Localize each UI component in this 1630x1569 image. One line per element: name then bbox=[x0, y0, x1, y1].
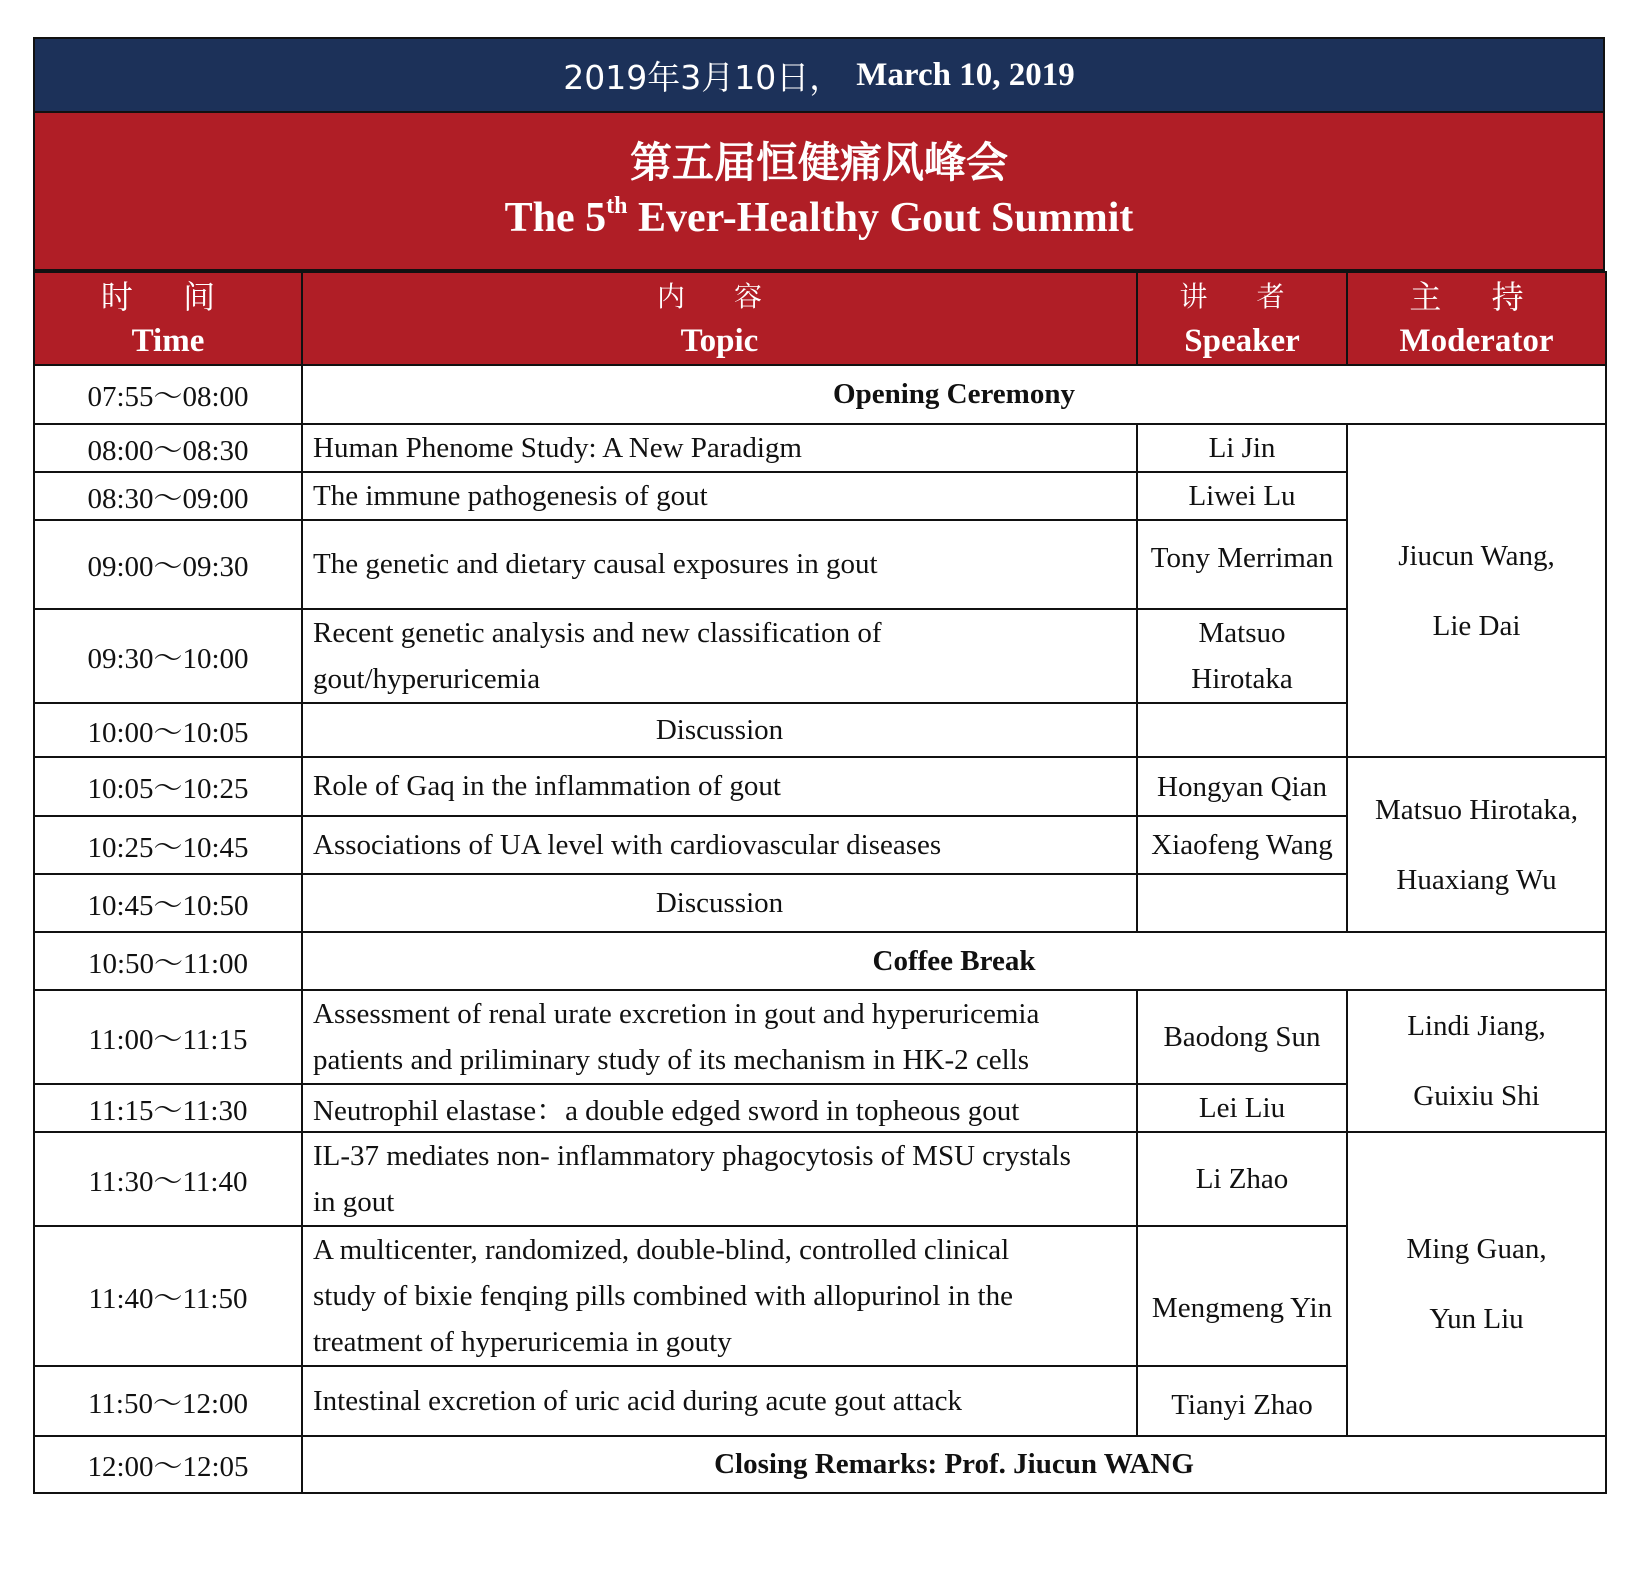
time-cell: 11:00～11:15 bbox=[34, 990, 302, 1084]
moderator-line: Ming Guan, bbox=[1406, 1233, 1547, 1265]
topic-cell: The immune pathogenesis of gout bbox=[302, 472, 1137, 520]
topic-cell bbox=[302, 990, 1137, 1084]
speaker-cell bbox=[1137, 703, 1347, 757]
speaker-line: Hirotaka bbox=[1191, 663, 1293, 695]
header-speaker bbox=[1137, 272, 1347, 365]
speaker-cell: Tony Merriman bbox=[1137, 520, 1347, 609]
time-cell: 10:00～10:05 bbox=[34, 703, 302, 757]
speaker-cell: Li Jin bbox=[1137, 424, 1347, 472]
coffee-break: Coffee Break bbox=[302, 932, 1606, 990]
date-bar bbox=[33, 37, 1605, 113]
topic-line: patients and priliminary study of its mechanism in HK-2 cells bbox=[313, 1044, 1030, 1076]
table-row bbox=[34, 757, 1606, 816]
opening-ceremony: Opening Ceremony bbox=[302, 365, 1606, 424]
moderator-line: Matsuo Hirotaka, bbox=[1375, 793, 1578, 826]
header-topic-zh: 内 容 bbox=[657, 279, 782, 313]
header-time bbox=[34, 272, 302, 365]
speaker-cell: Baodong Sun bbox=[1137, 990, 1347, 1084]
topic-line: gout/hyperuricemia bbox=[313, 663, 541, 695]
time-cell: 10:25～10:45 bbox=[34, 816, 302, 874]
speaker-line: Matsuo bbox=[1198, 617, 1286, 649]
speaker-cell: Mengmeng Yin bbox=[1137, 1226, 1347, 1366]
topic-cell: Intestinal excretion of uric acid during acute gout attack bbox=[302, 1366, 1137, 1436]
moderator-line: Jiucun Wang, bbox=[1398, 539, 1555, 572]
header-time-en: Time bbox=[131, 322, 205, 359]
speaker-cell: Xiaofeng Wang bbox=[1137, 816, 1347, 874]
topic-cell bbox=[302, 1132, 1137, 1226]
topic-line: IL-37 mediates non- inflammatory phagocytosis of MSU crystals bbox=[313, 1140, 1071, 1172]
table-row bbox=[34, 365, 1606, 424]
title-en-superscript: th bbox=[606, 193, 628, 219]
header-topic bbox=[302, 272, 1137, 365]
time-cell: 09:30～10:00 bbox=[34, 609, 302, 703]
speaker-cell bbox=[1137, 609, 1347, 703]
speaker-cell: Li Zhao bbox=[1137, 1132, 1347, 1226]
agenda-sheet bbox=[33, 37, 1605, 1494]
time-cell: 09:00～09:30 bbox=[34, 520, 302, 609]
moderator-line: Guixiu Shi bbox=[1413, 1080, 1540, 1112]
moderator-line: Lindi Jiang, bbox=[1407, 1010, 1546, 1042]
topic-cell bbox=[302, 1226, 1137, 1366]
header-speaker-en: Speaker bbox=[1184, 322, 1300, 359]
topic-cell: The genetic and dietary causal exposures in gout bbox=[302, 520, 1137, 609]
time-cell: 11:15～11:30 bbox=[34, 1084, 302, 1132]
topic-cell: Associations of UA level with cardiovascular diseases bbox=[302, 816, 1137, 874]
speaker-cell: Hongyan Qian bbox=[1137, 757, 1347, 816]
moderator-cell bbox=[1347, 424, 1606, 757]
header-row bbox=[34, 272, 1606, 365]
time-cell: 11:40～11:50 bbox=[34, 1226, 302, 1366]
summit-title-banner bbox=[33, 113, 1605, 271]
table-row bbox=[34, 1436, 1606, 1493]
date-en: March 10, 2019 bbox=[856, 56, 1075, 93]
moderator-line: Lie Dai bbox=[1432, 609, 1521, 642]
moderator-line: Yun Liu bbox=[1429, 1303, 1524, 1335]
summit-title-en bbox=[505, 190, 1134, 246]
time-cell: 10:45～10:50 bbox=[34, 874, 302, 932]
topic-cell: Neutrophil elastase：a double edged sword in topheous gout bbox=[302, 1084, 1137, 1132]
speaker-cell bbox=[1137, 874, 1347, 932]
header-topic-en: Topic bbox=[680, 322, 759, 359]
time-cell: 10:05～10:25 bbox=[34, 757, 302, 816]
header-moderator-zh: 主 持 bbox=[1409, 277, 1544, 316]
topic-cell bbox=[302, 609, 1137, 703]
moderator-cell bbox=[1347, 1132, 1606, 1436]
table-row bbox=[34, 1132, 1606, 1226]
header-time-zh: 时 间 bbox=[100, 277, 236, 316]
agenda-table bbox=[33, 271, 1607, 1494]
table-row bbox=[34, 990, 1606, 1084]
time-cell: 11:50～12:00 bbox=[34, 1366, 302, 1436]
title-en-prefix: The 5 bbox=[504, 195, 607, 241]
time-cell: 07:55～08:00 bbox=[34, 365, 302, 424]
summit-title-zh: 第五届恒健痛风峰会 bbox=[629, 138, 1008, 187]
header-moderator bbox=[1347, 272, 1606, 365]
moderator-line: Huaxiang Wu bbox=[1396, 863, 1557, 896]
topic-line: in gout bbox=[313, 1186, 395, 1218]
speaker-cell: Liwei Lu bbox=[1137, 472, 1347, 520]
topic-cell: Role of Gaq in the inflammation of gout bbox=[302, 757, 1137, 816]
table-row bbox=[34, 424, 1606, 472]
topic-line: A multicenter, randomized, double-blind, controlled clinical bbox=[313, 1234, 1010, 1266]
date-zh: 2019年3月10日， bbox=[563, 57, 843, 97]
discussion-cell: Discussion bbox=[302, 703, 1137, 757]
time-cell: 08:00～08:30 bbox=[34, 424, 302, 472]
topic-line: Assessment of renal urate excretion in gout and hyperuricemia bbox=[313, 998, 1040, 1030]
moderator-cell bbox=[1347, 990, 1606, 1132]
topic-line: treatment of hyperuricemia in gouty bbox=[313, 1326, 732, 1358]
topic-cell: Human Phenome Study: A New Paradigm bbox=[302, 424, 1137, 472]
header-speaker-zh: 讲 者 bbox=[1179, 279, 1305, 313]
title-en-suffix: Ever-Healthy Gout Summit bbox=[627, 195, 1134, 241]
time-cell: 11:30～11:40 bbox=[34, 1132, 302, 1226]
table-row bbox=[34, 932, 1606, 990]
topic-line: Recent genetic analysis and new classification of bbox=[313, 617, 882, 649]
time-cell: 10:50～11:00 bbox=[34, 932, 302, 990]
time-cell: 08:30～09:00 bbox=[34, 472, 302, 520]
moderator-cell bbox=[1347, 757, 1606, 932]
time-cell: 12:00～12:05 bbox=[34, 1436, 302, 1493]
speaker-cell: Lei Liu bbox=[1137, 1084, 1347, 1132]
topic-line: study of bixie fenqing pills combined with allopurinol in the bbox=[313, 1280, 1013, 1312]
header-moderator-en: Moderator bbox=[1399, 322, 1554, 359]
speaker-cell: Tianyi Zhao bbox=[1137, 1366, 1347, 1436]
discussion-cell: Discussion bbox=[302, 874, 1137, 932]
closing-remarks: Closing Remarks: Prof. Jiucun WANG bbox=[302, 1436, 1606, 1493]
